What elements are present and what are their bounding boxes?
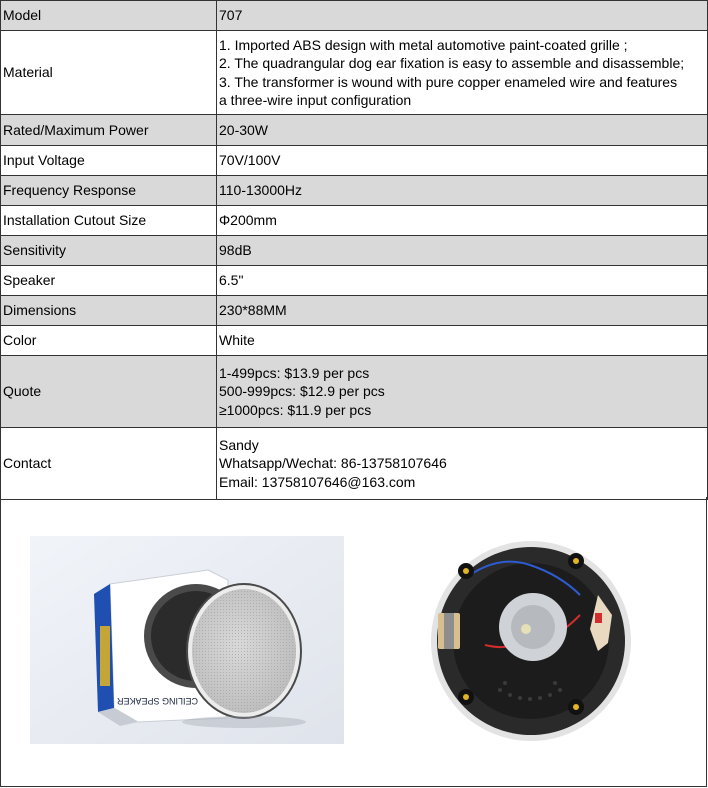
spec-value-line: Whatsapp/Wechat: 86-13758107646: [219, 455, 447, 472]
box-label-text: CEILING SPEAKER: [116, 696, 198, 706]
spec-value-line: a three-wire input configuration: [219, 92, 412, 108]
spec-value: [217, 428, 708, 500]
spec-value-line: 1. Imported ABS design with metal automotive paint-coated grille ;: [219, 36, 628, 53]
spec-value-line: 2. The quadrangular dog ear fixation is easy to assemble and disassemble;: [219, 55, 685, 71]
spec-label: Speaker: [1, 266, 217, 296]
product-photo-front: [30, 536, 344, 744]
spec-label: Frequency Response: [1, 176, 217, 206]
spec-value: 6.5": [217, 266, 708, 296]
spec-label: Input Voltage: [1, 146, 217, 176]
spec-row-frequency: [1, 176, 708, 206]
spec-value: Φ200mm: [217, 206, 708, 236]
spec-value: 70V/100V: [217, 146, 708, 176]
spec-label: Rated/Maximum Power: [1, 115, 217, 146]
spec-value-line: ≥1000pcs: $11.9 per pcs: [219, 401, 372, 418]
spec-label: Contact: [1, 428, 217, 500]
spec-label: Sensitivity: [1, 236, 217, 266]
spec-row-material: [1, 31, 708, 115]
spec-label: Quote: [1, 356, 217, 428]
spec-value-line: Email: 13758107646@163.com: [219, 473, 416, 490]
spec-row-speaker: [1, 266, 708, 296]
spec-row-voltage: [1, 146, 708, 176]
product-photo-back: [430, 535, 632, 747]
spec-row-power: [1, 115, 708, 146]
spec-value: 707: [217, 1, 708, 31]
spec-value: 98dB: [217, 236, 708, 266]
spec-value-line: 3. The transformer is wound with pure copper enameled wire and features: [219, 73, 678, 90]
spec-value: 110-13000Hz: [217, 176, 708, 206]
product-photos: [0, 497, 707, 787]
spec-value-line: 1-499pcs: $13.9 per pcs: [219, 364, 370, 381]
spec-value: White: [217, 326, 708, 356]
spec-row-color: [1, 326, 708, 356]
spec-value-line: 500-999pcs: $12.9 per pcs: [219, 383, 385, 400]
spec-label: Installation Cutout Size: [1, 206, 217, 236]
spec-row-cutout: [1, 206, 708, 236]
spec-value: 20-30W: [217, 115, 708, 146]
spec-row-quote: [1, 356, 708, 428]
spec-row-model: [1, 1, 708, 31]
spec-label: Dimensions: [1, 296, 217, 326]
spec-value-line: Sandy: [219, 436, 259, 453]
spec-row-contact: [1, 428, 708, 500]
spec-label: Material: [1, 31, 217, 115]
spec-value: 230*88MM: [217, 296, 708, 326]
spec-row-sensitivity: [1, 236, 708, 266]
spec-value: [217, 356, 708, 428]
spec-row-dimensions: [1, 296, 708, 326]
spec-value: [217, 31, 708, 115]
spec-label: Color: [1, 326, 217, 356]
spec-label: Model: [1, 1, 217, 31]
